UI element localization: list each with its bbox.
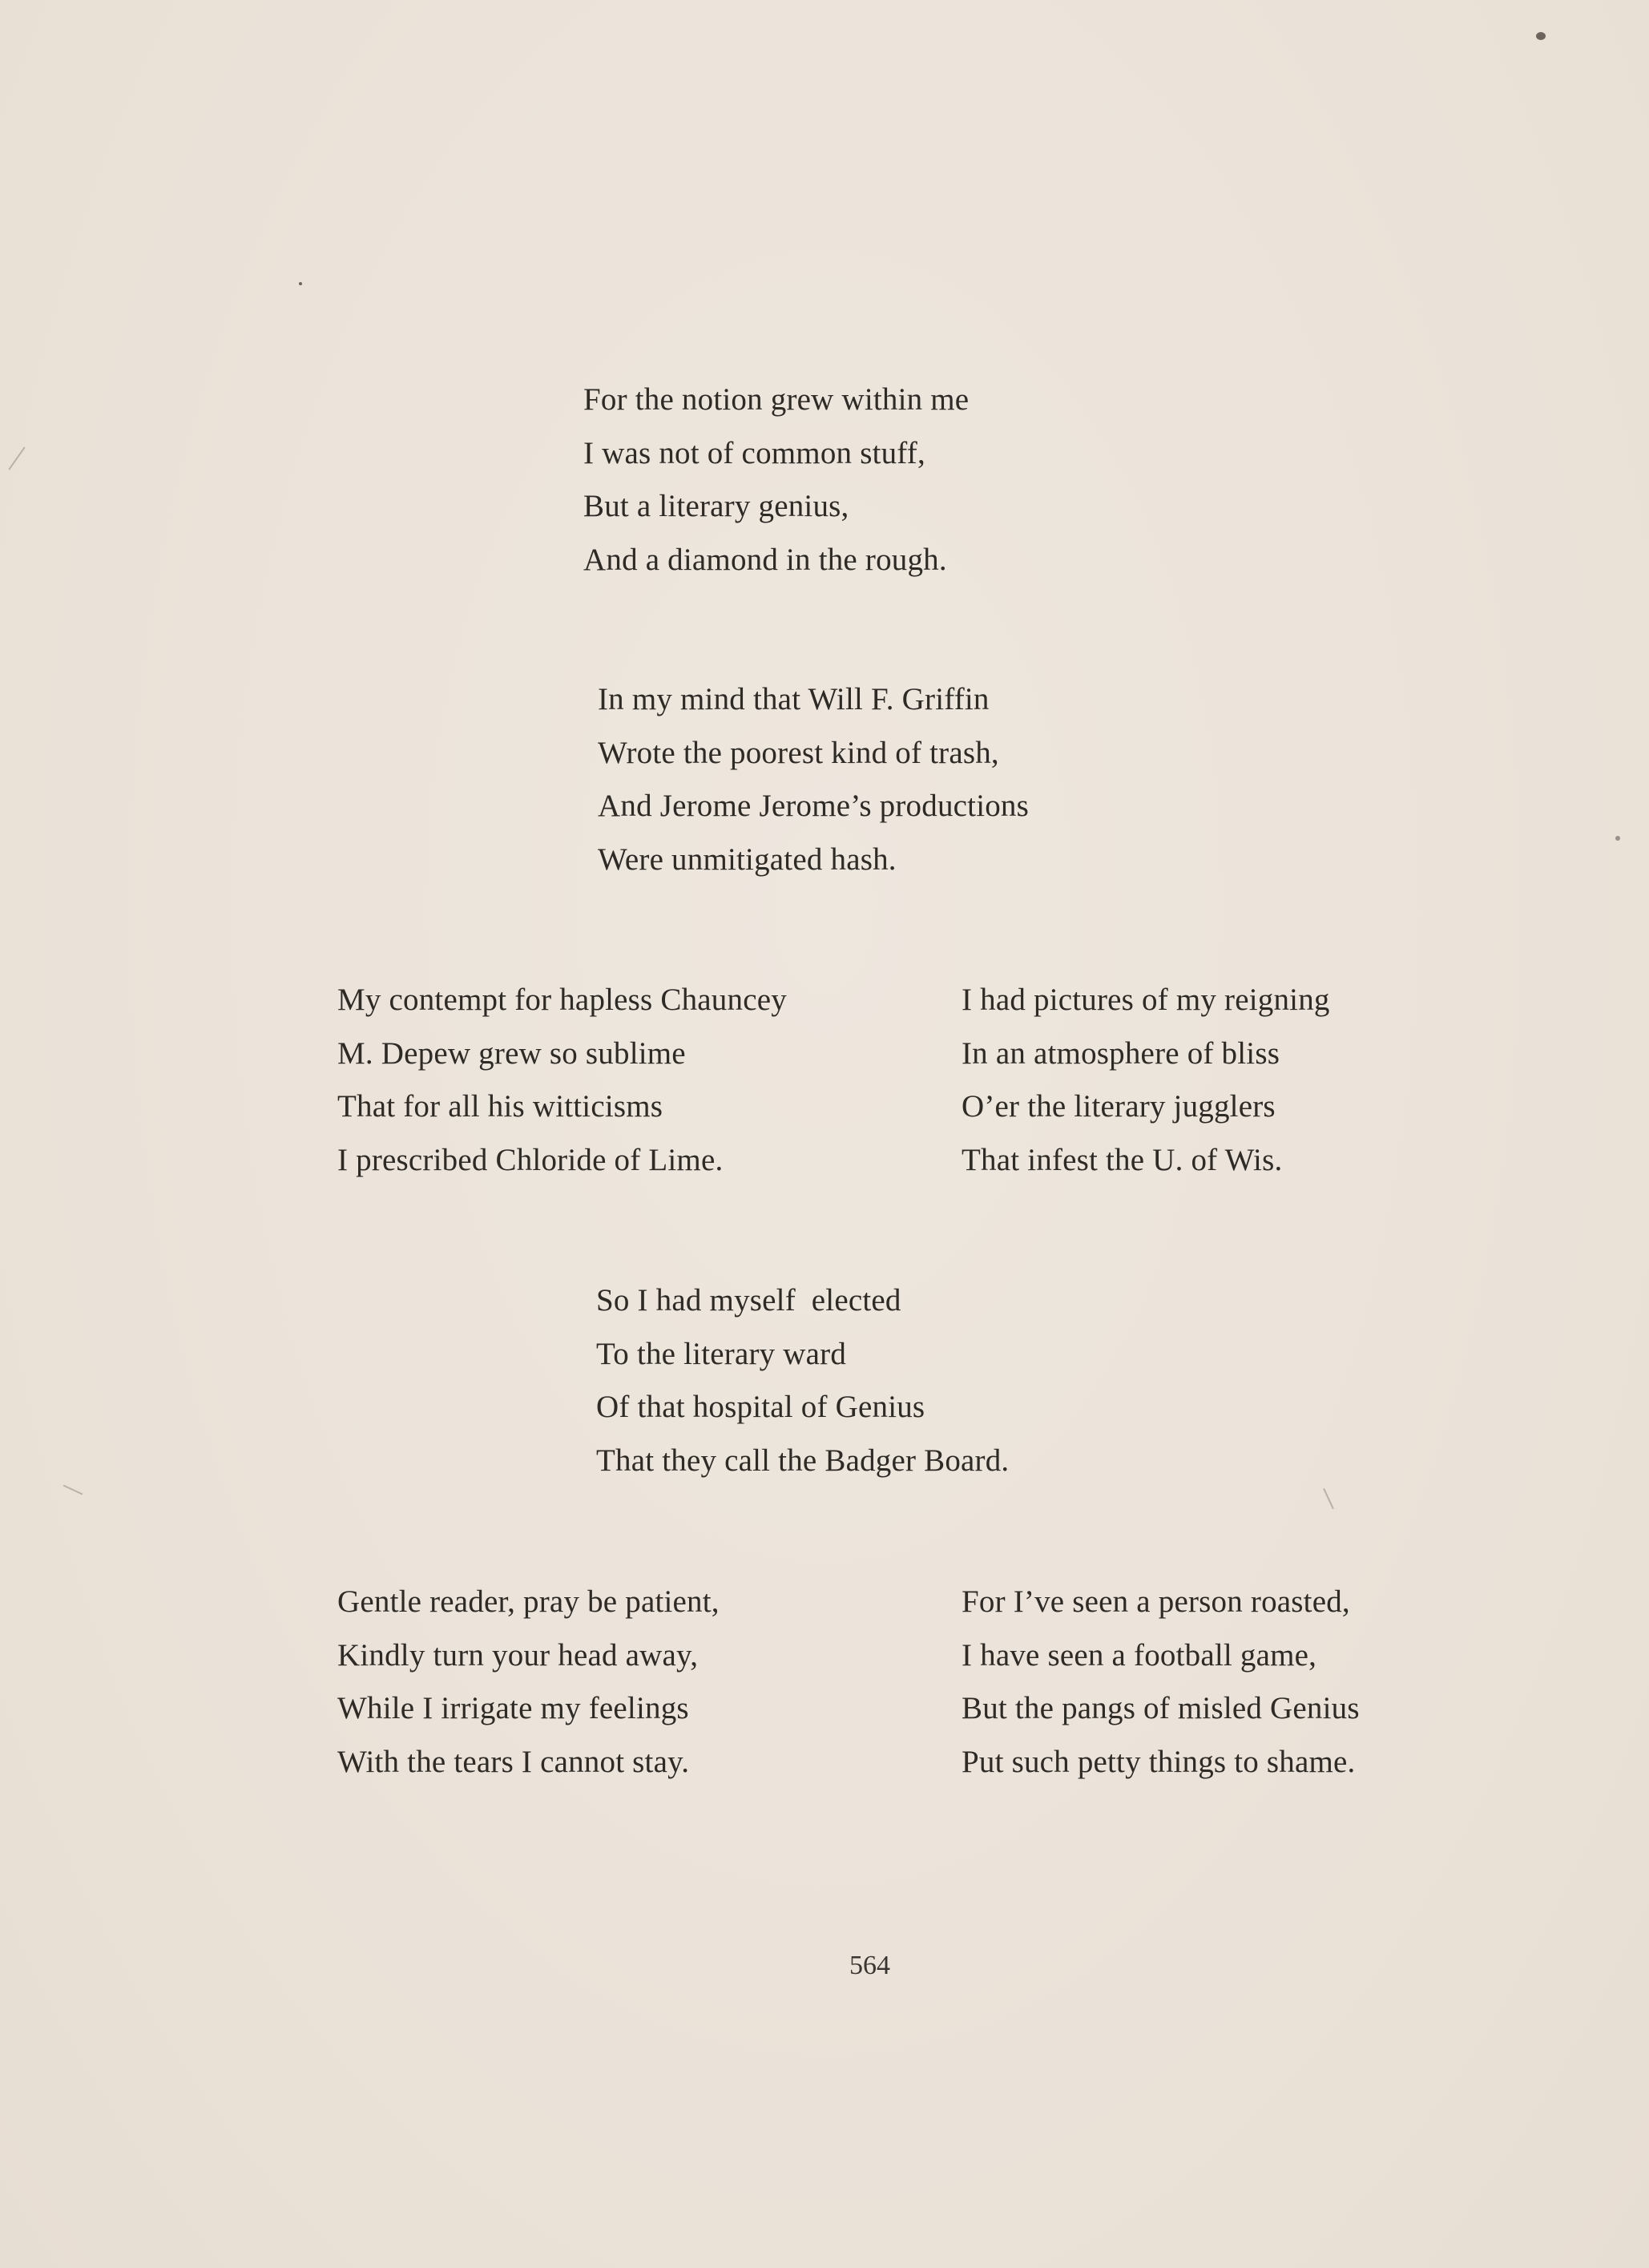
stanza-5-right: [962, 1576, 1360, 1789]
paper-scratch: [63, 1485, 83, 1495]
stanza-3-left: [337, 974, 787, 1187]
stanza-2: [598, 673, 1029, 886]
verse-line: In my mind that Will F. Griffin: [598, 682, 990, 716]
stanza-5-left: [337, 1576, 720, 1789]
verse-line: For the notion grew within me: [583, 382, 970, 417]
verse-line: My contempt for hapless Chauncey: [337, 983, 787, 1017]
verse-line: That they call the Badger Board.: [596, 1443, 1010, 1478]
verse-line: Kindly turn your head away,: [337, 1637, 699, 1673]
verse-line: That for all his witticisms: [337, 1089, 663, 1124]
verse-line: With the tears I cannot stay.: [337, 1744, 690, 1779]
paper-scratch: [1323, 1488, 1334, 1509]
verse-line: While I irrigate my feelings: [337, 1691, 689, 1725]
verse-line: And a diamond in the rough.: [583, 542, 947, 577]
verse-line: Of that hospital of Genius: [596, 1390, 925, 1424]
verse-line: To the literary ward: [596, 1336, 847, 1371]
ink-speck: [1536, 32, 1546, 40]
ink-speck: [299, 282, 302, 285]
verse-line: I have seen a football game,: [962, 1637, 1317, 1673]
verse-line: And Jerome Jerome’s productions: [598, 789, 1030, 823]
verse-line: Were unmitigated hash.: [598, 841, 897, 877]
verse-line: In an atmosphere of bliss: [962, 1035, 1280, 1071]
verse-line: But a literary genius,: [583, 489, 849, 523]
verse-line: That infest the U. of Wis.: [962, 1142, 1283, 1177]
verse-line: But the pangs of misled Genius: [962, 1691, 1360, 1725]
verse-line: I was not of common stuff,: [583, 435, 925, 470]
verse-line: Put such petty things to shame.: [962, 1744, 1356, 1779]
verse-line: O’er the literary jugglers: [962, 1089, 1276, 1124]
stanza-3-right: [962, 974, 1330, 1187]
paper-scratch: [8, 447, 25, 470]
verse-line: I had pictures of my reigning: [962, 983, 1330, 1017]
page-number: 564: [849, 1951, 890, 1980]
ink-speck: [1615, 836, 1620, 841]
stanza-1: [583, 373, 969, 587]
verse-line: M. Depew grew so sublime: [337, 1035, 686, 1071]
verse-line: Wrote the poorest kind of trash,: [598, 735, 999, 770]
verse-line: I prescribed Chloride of Lime.: [337, 1142, 724, 1177]
verse-line: So I had myself elected: [596, 1283, 901, 1318]
stanza-4: [596, 1274, 1009, 1487]
verse-line: For I’ve seen a person roasted,: [962, 1584, 1350, 1619]
verse-line: Gentle reader, pray be patient,: [337, 1584, 720, 1619]
